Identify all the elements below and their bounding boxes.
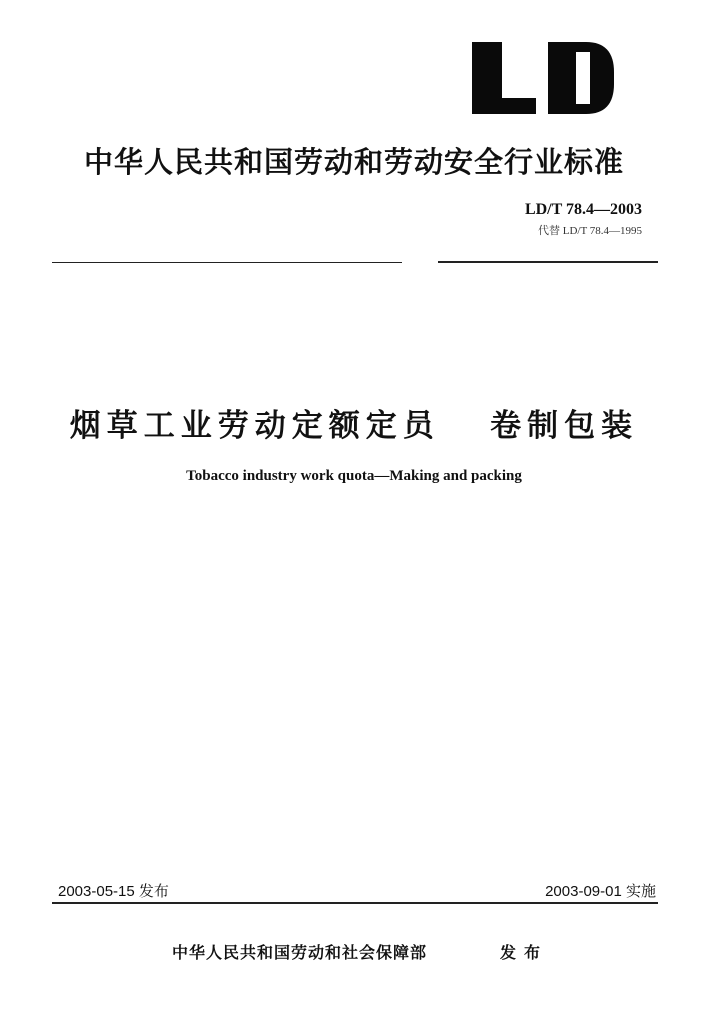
implementation-date: 2003-09-01 实施 (545, 883, 656, 900)
replaces-standard: 代替 LD/T 78.4—1995 (538, 225, 642, 237)
standard-category: 中华人民共和国劳动和劳动安全行业标准 (83, 145, 624, 179)
ld-logo (472, 42, 614, 114)
header-rule-right (438, 261, 658, 263)
issue-date: 2003-05-15 发布 (58, 883, 169, 900)
publisher: 中华人民共和国劳动和社会保障部 (172, 943, 428, 962)
ld-logo-mark (472, 42, 614, 114)
document-title-english: Tobacco industry work quota—Making and packing (186, 468, 522, 484)
header-rule-left (52, 262, 402, 263)
publish-verb: 发布 (500, 943, 549, 962)
footer-rule (52, 902, 658, 904)
standard-number: LD/T 78.4—2003 (524, 201, 642, 218)
document-title: 烟草工业劳动定额定员 卷制包装 (69, 408, 639, 444)
